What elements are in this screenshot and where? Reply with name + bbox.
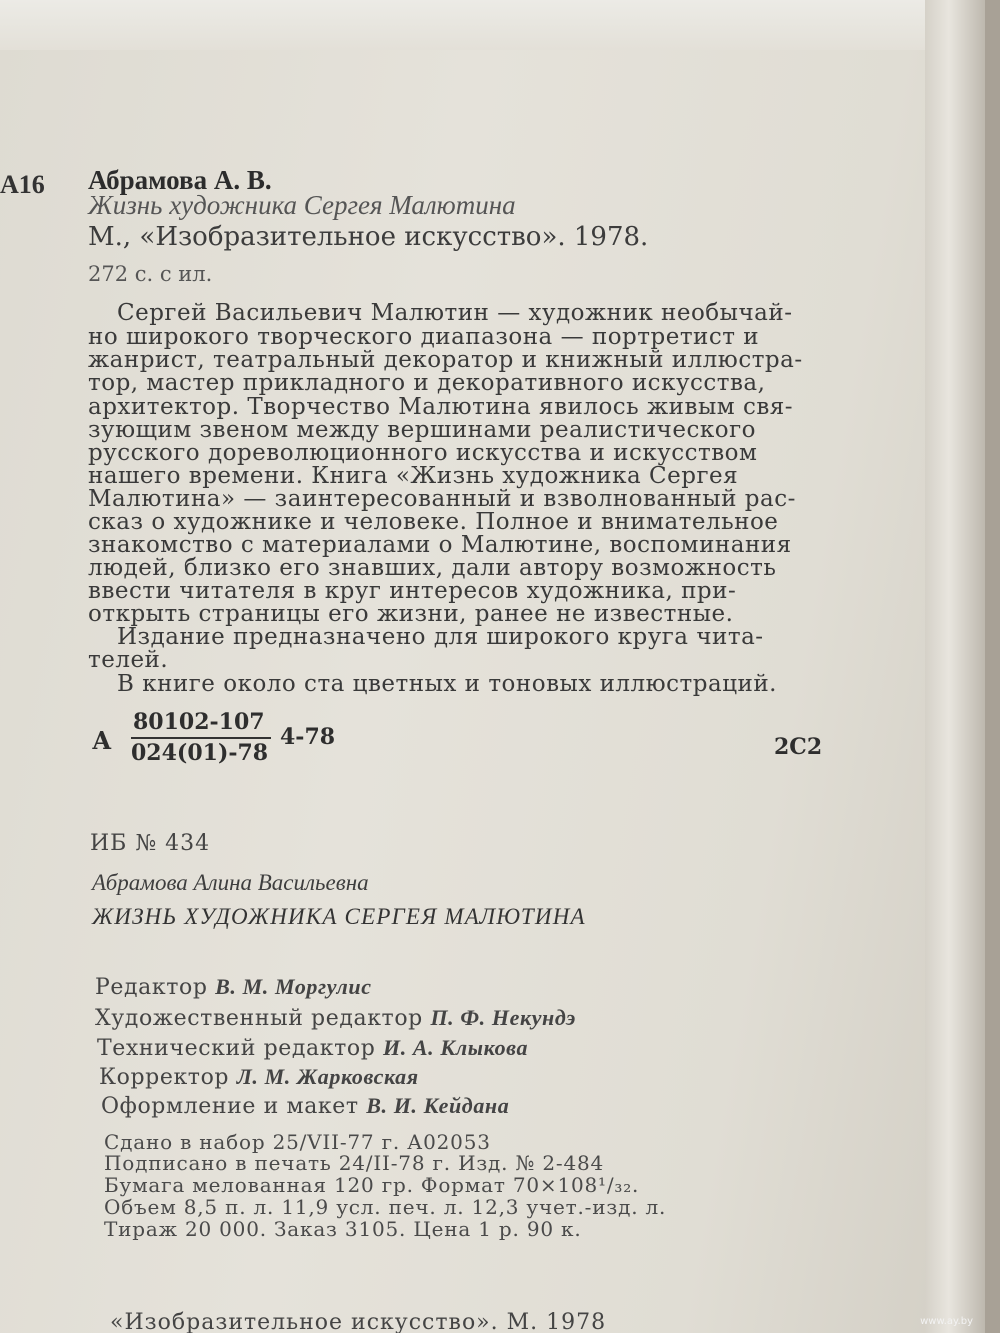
annotation-line: телей. [88,647,169,673]
code-letter: А [92,726,112,755]
catalog-title: Жизнь художника Сергея Малютина [88,190,516,220]
annotation-line: В книге около ста цветных и тоновых иллюстраций. [117,671,777,697]
annotation-line: русского дореволюционного искусства и искусством [88,440,758,466]
annotation-line: Сергей Васильевич Малютин — художник необычай- [117,300,793,326]
annotation-line: знакомство с материалами о Малютине, воспоминания [88,532,792,558]
annotation-line: тор, мастер прикладного и декоративного искусства, [88,370,766,396]
catalog-pages: 272 с. с ил. [88,262,213,286]
print-info-line: Подписано в печать 24/II-78 г. Изд. № 2-484 [104,1151,605,1175]
annotation-line: ввести читателя в круг интересов художника, при- [88,578,737,604]
fraction-bar [131,737,271,739]
imprint-title: ЖИЗНЬ ХУДОЖНИКА СЕРГЕЯ МАЛЮТИНА [92,904,586,929]
print-info-line: Объем 8,5 п. л. 11,9 усл. печ. л. 12,3 учет.-изд. л. [104,1195,667,1219]
annotation-line: архитектор. Творчество Малютина явилось живым свя- [88,394,794,420]
annotation-line: зующим звеном между вершинами реалистического [88,417,756,443]
annotation-line: открыть страницы его жизни, ранее не известные. [88,601,734,627]
page-top-edge [0,0,960,50]
watermark-text: www.ay.by [920,1316,973,1327]
annotation-line: людей, близко его знавших, дали автору возможность [88,555,777,581]
print-info-line: Сдано в набор 25/VII-77 г. А02053 [104,1130,491,1154]
print-info-line: Тираж 20 000. Заказ 3105. Цена 1 р. 90 к. [104,1217,582,1241]
annotation-line: Малютина» — заинтересованный и взволнованный рас- [88,486,796,512]
credit-line: Корректор Л. М. Жарковская [99,1064,419,1090]
annotation-line: Издание предназначено для широкого круга чита- [117,624,764,650]
code-denominator: 024(01)-78 [131,740,269,766]
credit-line: Оформление и макет В. И. Кейдана [101,1093,510,1119]
annotation-line: жанрист, театральный декоратор и книжный иллюстра- [88,347,803,373]
code-numerator: 80102-107 [133,709,265,735]
publisher-line: «Изобразительное искусство». М. 1978 [110,1310,607,1333]
ib-number: ИБ № 434 [90,831,211,856]
credit-line: Технический редактор И. А. Клыкова [97,1035,529,1061]
annotation-line: сказ о художнике и человеке. Полное и внимательное [88,509,779,535]
catalog-index: А16 [0,170,45,199]
code-suffix: 4-78 [280,724,336,750]
annotation-line: нашего времени. Книга «Жизнь художника Сергея [88,463,739,489]
credit-line: Художественный редактор П. Ф. Некундэ [95,1005,576,1031]
catalog-author: Абрамова А. В. [88,165,272,195]
annotation-line: но широкого творческого диапазона — портретист и [88,324,760,350]
credit-line: Редактор В. М. Моргулис [95,974,372,1000]
imprint-author: Абрамова Алина Васильевна [92,870,369,895]
catalog-publication: М., «Изобразительное искусство». 1978. [88,222,649,252]
print-info-line: Бумага мелованная 120 гр. Формат 70×108¹/₃₂. [104,1173,640,1197]
classification-code: 2С2 [774,734,823,760]
page-right-edge [925,0,985,1333]
